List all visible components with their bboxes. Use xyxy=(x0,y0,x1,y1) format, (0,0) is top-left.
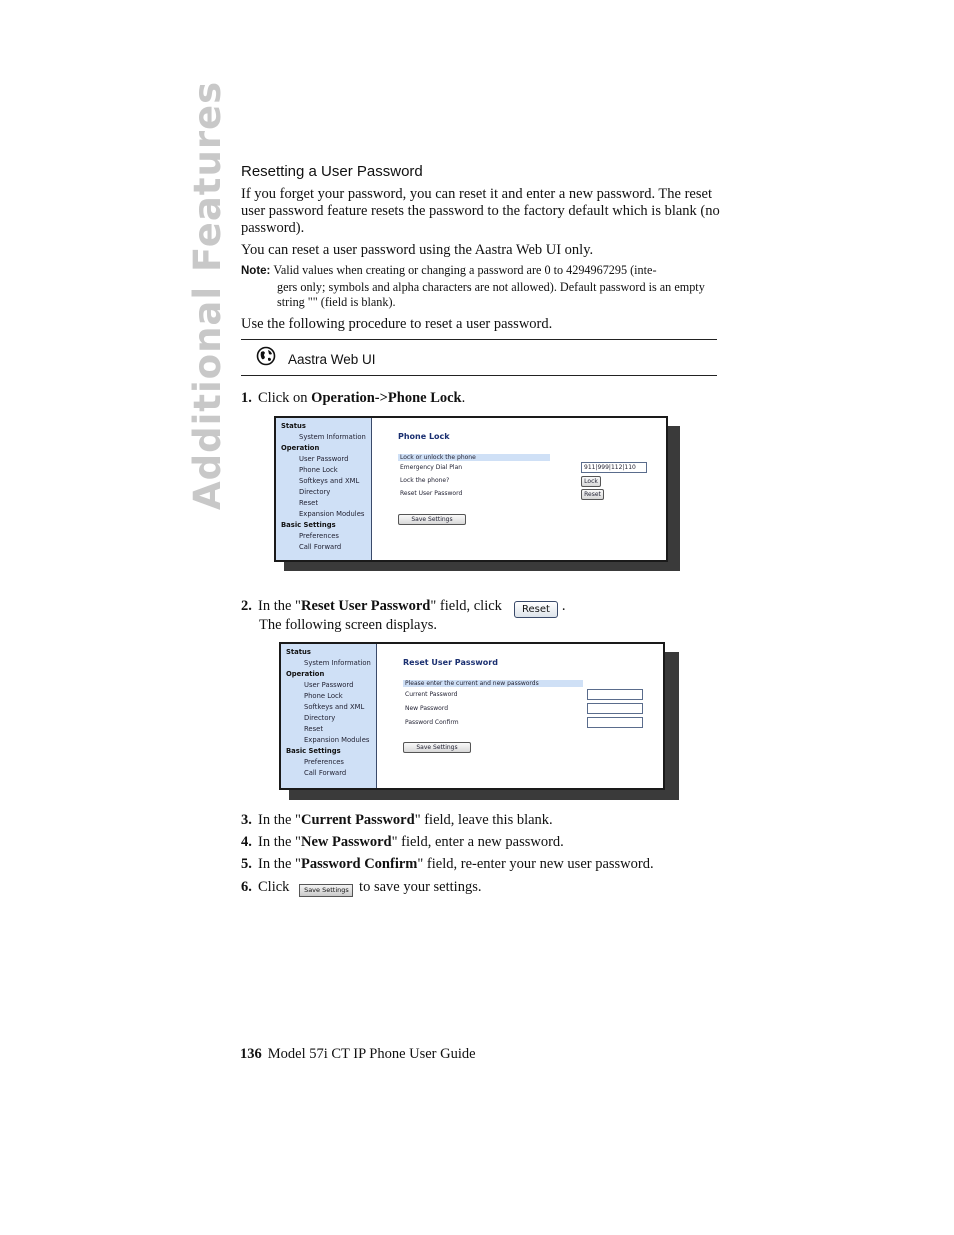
note-text-first: Valid values when creating or changing a password are 0 to 4294967295 (inte- xyxy=(273,263,657,277)
nav-heading-operation: Operation xyxy=(281,444,320,452)
step-2 xyxy=(241,598,566,618)
nav-item-user-password: User Password xyxy=(299,455,349,463)
step-text: . xyxy=(561,598,566,614)
note-block xyxy=(241,263,719,311)
step-bold-term: Reset User Password xyxy=(300,598,431,614)
web-ui-only-paragraph: You can reset a user password using the Aastra Web UI only. xyxy=(241,242,594,258)
side-section-title: Additional Features xyxy=(186,80,229,510)
reset-button-image: Reset xyxy=(514,601,558,618)
save-settings-button-image: Save Settings xyxy=(299,884,353,897)
current-password-label: Current Password xyxy=(405,691,458,698)
step-number: 1. xyxy=(241,390,252,406)
password-confirm-label: Password Confirm xyxy=(405,719,459,726)
step-text: " field, leave this blank. xyxy=(414,812,553,828)
step-text: In the " xyxy=(258,812,301,828)
step-6 xyxy=(241,879,481,897)
note-text-rest: gers only; symbols and alpha characters are not allowed). Default password is an empty string "" (field is blank). xyxy=(277,279,705,309)
step-number: 6. xyxy=(241,879,252,895)
step-1 xyxy=(241,390,465,407)
step-bold-term: New Password xyxy=(300,834,392,850)
nav-item-call-forward: Call Forward xyxy=(299,543,342,551)
current-password-input xyxy=(587,689,643,700)
step-text: " field, click xyxy=(430,598,502,614)
nav-item-reset: Reset xyxy=(299,499,318,507)
web-ui-main xyxy=(377,644,663,788)
step-number: 5. xyxy=(241,856,252,872)
nav-item-preferences: Preferences xyxy=(299,532,339,540)
globe-icon xyxy=(256,346,276,366)
section-title: Resetting a User Password xyxy=(241,163,423,180)
save-settings-button: Save Settings xyxy=(403,742,471,753)
phone-lock-screenshot xyxy=(274,416,668,562)
nav-heading-basic-settings: Basic Settings xyxy=(281,521,336,529)
nav-item-user-password: User Password xyxy=(304,681,354,689)
step-text: " field, enter a new password. xyxy=(391,834,564,850)
nav-item-reset: Reset xyxy=(304,725,323,733)
nav-heading-status: Status xyxy=(281,422,306,430)
step-bold-term: Current Password xyxy=(300,812,415,828)
page-number: 136 xyxy=(240,1046,262,1062)
step-text: " field, re-enter your new user password. xyxy=(417,856,654,872)
reset-user-password-label: Reset User Password xyxy=(400,490,463,497)
step-2-followup: The following screen displays. xyxy=(259,617,437,633)
step-text: Click xyxy=(258,879,290,895)
step-text: to save your settings. xyxy=(355,879,482,895)
footer-title: Model 57i CT IP Phone User Guide xyxy=(267,1046,476,1062)
step-number: 3. xyxy=(241,812,252,828)
new-password-input xyxy=(587,703,643,714)
reset-button: Reset xyxy=(581,489,604,500)
web-ui-nav xyxy=(276,418,372,560)
nav-item-system-information: System Information xyxy=(299,433,366,441)
nav-item-softkeys: Softkeys and XML xyxy=(299,477,360,485)
lock-phone-label: Lock the phone? xyxy=(400,477,450,484)
divider-bottom xyxy=(241,375,717,376)
note-label: Note: xyxy=(241,265,271,277)
step-3 xyxy=(241,812,553,829)
nav-item-expansion-modules: Expansion Modules xyxy=(304,736,370,744)
step-text: Click on xyxy=(258,390,312,406)
step-4 xyxy=(241,834,564,851)
nav-item-phone-lock: Phone Lock xyxy=(304,692,343,700)
nav-item-expansion-modules: Expansion Modules xyxy=(299,510,365,518)
nav-heading-basic-settings: Basic Settings xyxy=(286,747,341,755)
step-number: 2. xyxy=(241,598,252,614)
nav-item-system-information: System Information xyxy=(304,659,371,667)
step-5 xyxy=(241,856,654,873)
reset-password-screenshot xyxy=(279,642,665,790)
page-title: Phone Lock xyxy=(398,432,450,441)
lock-button: Lock xyxy=(581,476,601,487)
step-number: 4. xyxy=(241,834,252,850)
divider-top xyxy=(241,339,717,340)
web-ui-main xyxy=(372,418,666,560)
password-confirm-input xyxy=(587,717,643,728)
save-settings-button: Save Settings xyxy=(398,514,466,525)
intro-paragraph: If you forget your password, you can reset it and enter a new password. The reset user password feature resets the password to the factory default which is blank (no password). xyxy=(241,186,720,236)
step-text: In the " xyxy=(258,834,301,850)
web-ui-nav xyxy=(281,644,377,788)
new-password-label: New Password xyxy=(405,705,449,712)
nav-heading-status: Status xyxy=(286,648,311,656)
page-footer xyxy=(240,1046,476,1063)
nav-item-preferences: Preferences xyxy=(304,758,344,766)
section-bar: Lock or unlock the phone xyxy=(398,454,550,461)
step-bold-term: Password Confirm xyxy=(300,856,418,872)
web-ui-label: Aastra Web UI xyxy=(288,352,376,367)
emergency-dial-plan-input: 911|999|112|110 xyxy=(581,462,647,473)
nav-item-directory: Directory xyxy=(299,488,331,496)
page-title: Reset User Password xyxy=(403,658,498,667)
section-bar: Please enter the current and new passwords xyxy=(403,680,583,687)
emergency-dial-plan-label: Emergency Dial Plan xyxy=(400,464,463,471)
step-text: . xyxy=(461,390,466,406)
nav-item-phone-lock: Phone Lock xyxy=(299,466,338,474)
nav-item-directory: Directory xyxy=(304,714,336,722)
procedure-intro: Use the following procedure to reset a user password. xyxy=(241,316,553,332)
nav-heading-operation: Operation xyxy=(286,670,325,678)
step-text: In the " xyxy=(258,856,301,872)
nav-item-call-forward: Call Forward xyxy=(304,769,347,777)
step-text: In the " xyxy=(258,598,301,614)
step-bold-term: Operation->Phone Lock xyxy=(311,390,462,406)
nav-item-softkeys: Softkeys and XML xyxy=(304,703,365,711)
